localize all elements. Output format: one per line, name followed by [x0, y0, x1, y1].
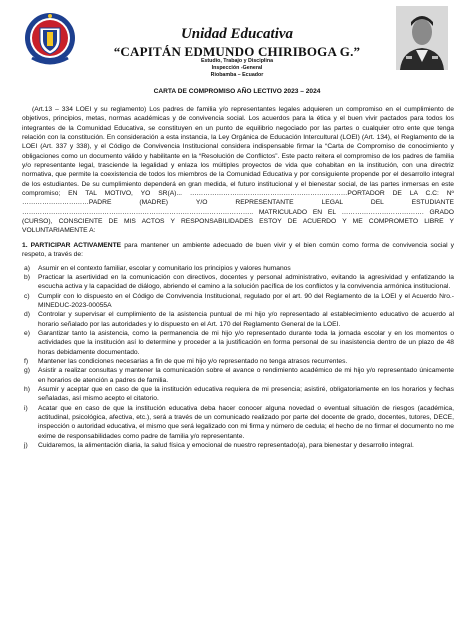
- commitment-list: [22, 264, 454, 451]
- list-item-text: Asumir en el contexto familiar, escolar y comunitario los principios y valores humanos: [38, 264, 291, 272]
- section-1-heading: 1. PARTICIPAR ACTIVAMENTE: [22, 241, 122, 249]
- location-line: Riobamba – Ecuador: [210, 72, 264, 78]
- list-marker: i): [24, 404, 28, 412]
- patron-portrait-photo: [396, 6, 448, 70]
- list-marker: g): [24, 367, 30, 375]
- list-item-text: Controlar y supervisar el cumplimiento de la asistencia puntual de mi hijo y/o representado al establecimiento educativo de acuerdo al horario señalado por las autoridades y lo dispuesto en el Art. 170 del Reglamento General de la LOEI.: [38, 311, 454, 328]
- institution-type: Unidad Educativa: [180, 26, 294, 42]
- list-item-text: Asistir a realizar consultas y mantener la comunicación sobre el avance o rendimiento académico de mi hijo y/o representado únicamente en horarios de atención a padres de familia.: [38, 367, 454, 384]
- department-line: Inspección -General: [211, 65, 263, 71]
- section-1-text: para mantener un ambiente adecuado de buen vivir y el bien común como forma de convivencia social y respeto, a través de:: [22, 241, 454, 259]
- document-body: [22, 105, 454, 450]
- list-item: [22, 329, 454, 357]
- list-item: [22, 273, 454, 292]
- list-item-text: Asumir y aceptar que en caso de que la institución educativa requiera de mi presencia; asistiré, obligatoriamente en los horarios y fechas señaladas, así mismo acepto el citatorio.: [38, 385, 454, 403]
- list-marker: f): [24, 357, 29, 365]
- list-item-text: Mantener las condiciones necesarias a fin de que mi hijo y/o representado no tenga atrasos recurrentes.: [38, 357, 348, 365]
- list-item-text: Practicar la asertividad en la comunicación con directivos, docentes y personal administrativo, evitando la agresividad y enfatizando la escucha activa y la capacidad de diálogo, abriendo el camino a la solución pacífica de los conflictos y la convivencia armónica institucional.: [38, 273, 454, 291]
- list-marker: h): [24, 385, 30, 393]
- list-item: [22, 357, 454, 366]
- institution-name: “CAPITÁN EDMUNDO CHIRIBOGA G.”: [113, 44, 361, 59]
- list-marker: e): [24, 329, 30, 337]
- list-item-text: Acatar que en caso de que la institución educativa deba hacer conocer alguna novedad o eventual situación de riesgos (académica, actitudinal, psicológica, afectiva, etc.), será a través de un comunicado realizado por parte del docente de grado, docentes, tutores, DECE, inspección o autoridad educativa, el mismo que será legalizado con mi firma y número de cedula; el hecho de no firmar el documento no me exime de responsabilidades como padre de familia y/o representante.: [38, 404, 454, 440]
- list-item: [22, 441, 454, 450]
- list-item-text: Cumplir con lo dispuesto en el Código de Convivencia Institucional, regulado por el art. 90 del Reglamento de la LOEI y el Acuerdo Nro.- MINEDUC-2023-00055A: [38, 292, 454, 309]
- list-item: [22, 310, 454, 329]
- list-marker: a): [24, 264, 30, 272]
- intro-paragraph: (Art.13 – 334 LOEI y su reglamento) Los padres de familia y/o representantes legales adquieren un compromiso en el cumplimiento de objetivos, principios, metas, normas académicas y de convivencia social. Los acuerdos para la ética y el buen vivir pactados para todos los integrantes de la Comunidad Educativa, se constituyen en un punto de equilibrio negociado por las partes o cualquier otro ente que tenga relación con la constitución. En consideración a esta instancia, la Ley Orgánica de Educación Intercultural (LOEI) (Art. 134), el Reglamento de la LOEI (Art. 337 y 338), y el Código de Convivencia Institucional considera indispensable firmar la “Carta de Compromiso de conocimiento y obligaciones como un documento válido y habilitante en la “Resolución de Conflictos”. Este pacto reitera el compromiso de los padres de familia y/o representante legal, trasciende la legalidad y enlaza los múltiples proyectos de vida que cohabitan en la institución, con una directriz normativa, que permite la coexistencia de todos los miembros de la Comunidad Educativa y por consiguiente propende por el desarrollo integral de los estudiantes. De su cumplimiento dependerá en gran medida, el futuro institucional y el bienestar social, de las partes inmersas en este compromiso; EN TAL MOTIVO, YO SR(A)... ……………………………………………………..………PORTADOR DE LA C.C: Nº …………………………PADRE (MADRE) Y/O REPRESENTANTE LEGAL DEL ESTUDIANTE ………………………………………………………………………………………….. MATRICULADO EN EL ………………………………. GRADO (CURSO), CONSCIENTE DE MIS ACTOS Y RESPONSABILIDADES ESTOY DE ACUERDO Y ME COMPROMETO LIBRE Y VOLUNTARIAMENTE A:: [22, 106, 454, 235]
- list-item-text: Garantizar tanto la asistencia, como la permanencia de mi hijo y/o representado durante toda la jornada escolar y en los momentos o actividades que la institución así lo determine y proceder a la justificación en forma personal de su inasistencia dentro de un plazo de 48 horas debidamente documentado.: [38, 329, 454, 356]
- motto-line: Estudio, Trabajo y Disciplina: [200, 58, 274, 64]
- list-marker: c): [24, 292, 30, 300]
- list-item: [22, 292, 454, 311]
- list-item: [22, 385, 454, 404]
- letterhead: [0, 0, 474, 92]
- section-1: [22, 241, 454, 260]
- list-item: [22, 366, 454, 385]
- list-item: [22, 264, 454, 273]
- list-marker: j): [24, 442, 28, 450]
- list-item-text: Cuidaremos, la alimentación diaria, la salud física y emocional de nuestro representado(a), para bienestar y desarrollo integral.: [38, 442, 414, 450]
- list-item: [22, 404, 454, 441]
- list-marker: b): [24, 273, 30, 281]
- list-marker: d): [24, 311, 30, 319]
- document-title: CARTA DE COMPROMISO AÑO LECTIVO 2023 – 2024: [153, 88, 321, 95]
